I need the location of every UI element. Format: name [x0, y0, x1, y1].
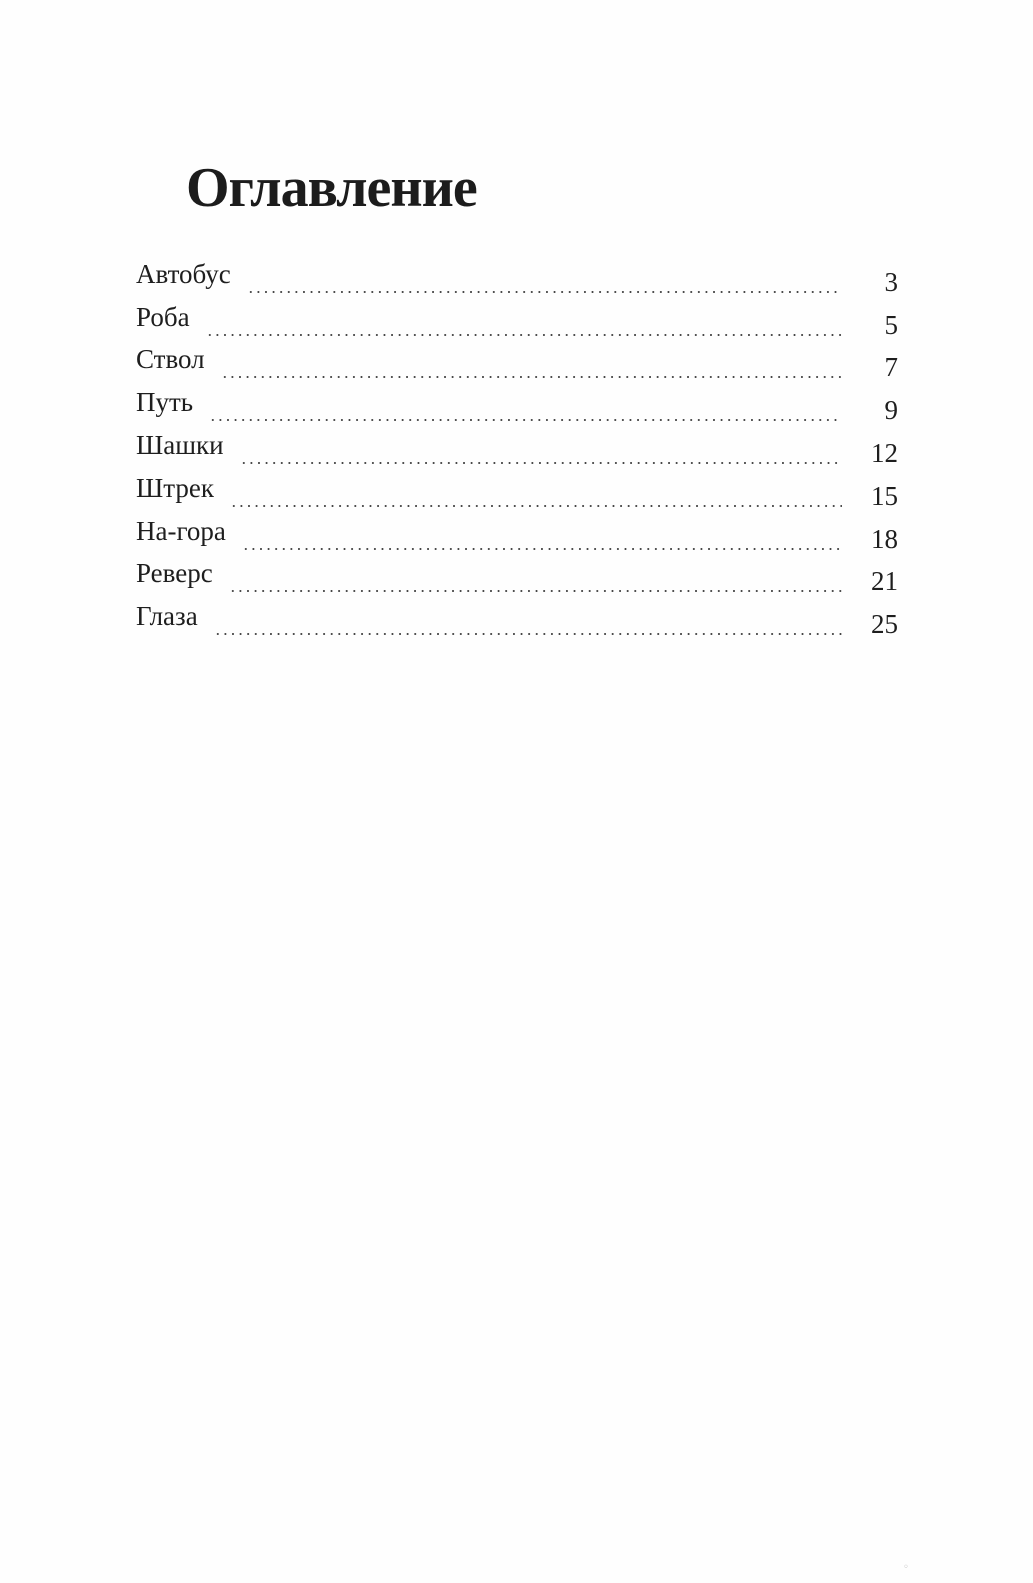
toc-entry	[136, 258, 898, 301]
toc-entry-page-number: 3	[884, 266, 898, 297]
table-of-contents	[136, 258, 898, 643]
toc-entry-title: Шашки	[136, 429, 224, 460]
toc-entry-title: Автобус	[136, 258, 231, 289]
toc-entry-page-number: 15	[871, 480, 898, 511]
toc-entry-page-number: 18	[871, 523, 898, 554]
dot-leader	[247, 291, 842, 293]
toc-entry-title: Штрек	[136, 472, 214, 503]
toc-entry	[136, 386, 898, 429]
dot-leader	[229, 590, 842, 592]
toc-entry	[136, 600, 898, 643]
toc-entry-title: Путь	[136, 387, 194, 418]
toc-entry-page-number: 7	[884, 352, 898, 383]
dot-leader	[242, 548, 842, 550]
toc-entry-page-number: 9	[884, 395, 898, 426]
dot-leader	[209, 419, 842, 421]
dot-leader	[206, 334, 842, 336]
toc-entry	[136, 472, 898, 515]
toc-entry-page-number: 21	[871, 566, 898, 597]
toc-entry-page-number: 25	[871, 609, 898, 640]
toc-entry	[136, 344, 898, 387]
dot-leader	[221, 376, 842, 378]
toc-entry-title: Глаза	[136, 601, 198, 632]
dot-leader	[240, 462, 842, 464]
paper-speck: ◦	[903, 1562, 909, 1573]
toc-entry	[136, 515, 898, 558]
toc-entry-page-number: 5	[884, 309, 898, 340]
toc-entry	[136, 558, 898, 601]
page-title: Оглавление	[186, 157, 477, 219]
toc-entry	[136, 301, 898, 344]
dot-leader	[214, 633, 842, 635]
toc-entry-title: Ствол	[136, 344, 205, 375]
toc-entry-title: На-гора	[136, 515, 226, 546]
dot-leader	[230, 505, 842, 507]
toc-entry	[136, 429, 898, 472]
toc-entry-title: Реверс	[136, 558, 213, 589]
toc-entry-title: Роба	[136, 301, 190, 332]
toc-entry-page-number: 12	[871, 437, 898, 468]
